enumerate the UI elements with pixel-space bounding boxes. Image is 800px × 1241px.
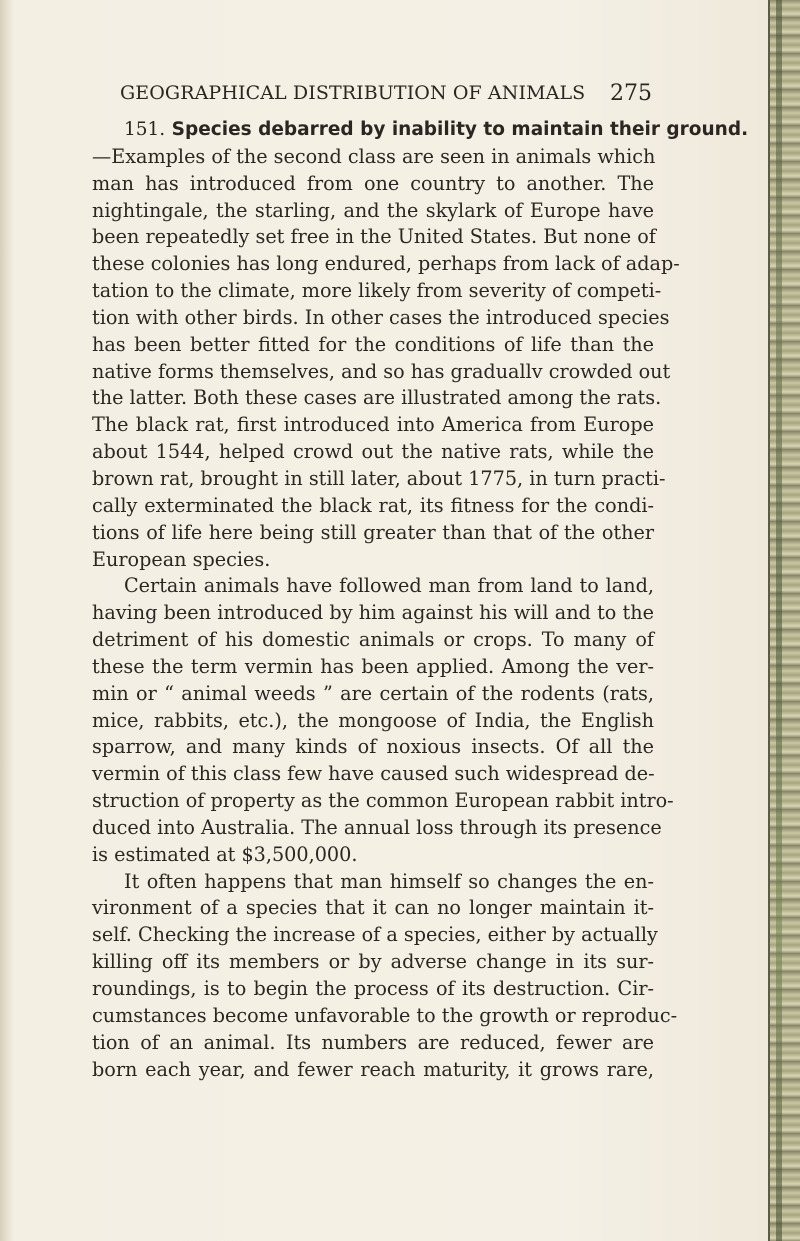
text-line: tions of life here being still greater than that of the other (92, 520, 654, 544)
text-line: the latter. Both these cases are illustrated among the rats. (92, 386, 662, 410)
page-left-shadow (0, 0, 14, 1241)
text-line: It often happens that man himself so changes the en- (124, 869, 654, 893)
text-line: The black rat, first introduced into America from Europe (92, 413, 654, 437)
text-line: Certain animals have followed man from land to land, (124, 574, 654, 598)
text-line: roundings, is to begin the process of its destruction. Cir- (92, 977, 654, 1000)
text-line: brown rat, brought in still later, about 1775, in turn practi- (92, 466, 666, 490)
text-line: killing off its members or by adverse change in its sur- (92, 950, 654, 974)
book-binding-edge (768, 0, 800, 1241)
text-line: has been better fitted for the conditions of life than the (92, 332, 654, 356)
text-line: tion of an animal. Its numbers are reduced, fewer are (92, 1030, 654, 1054)
text-line: detriment of his domestic animals or crops. To many of (92, 628, 654, 652)
text-line: nightingale, the starling, and the skylark of Europe have (92, 198, 654, 222)
text-line: is estimated at $3,500,000. (92, 842, 358, 866)
text-line: these colonies has long endured, perhaps from lack of adap- (92, 252, 680, 276)
text-line: been repeatedly set free in the United States. But none of (92, 225, 656, 249)
text-line: sparrow, and many kinds of noxious insects. Of all the (92, 735, 654, 759)
text-line: tion with other birds. In other cases the introduced species (92, 305, 670, 329)
section-number: 151. (124, 119, 166, 140)
text-line: mice, rabbits, etc.), the mongoose of India, the English (92, 708, 654, 732)
page-header (120, 82, 652, 114)
body-text (92, 117, 749, 1083)
section-title: Species debarred by inability to maintain their ground. (171, 119, 749, 140)
section-heading (92, 117, 749, 144)
text-line: having been introduced by him against his will and to the (92, 601, 654, 625)
text-line: struction of property as the common European rabbit intro- (92, 789, 674, 813)
page-number: 275 (610, 81, 652, 106)
text-line: man has introduced from one country to another. The (92, 171, 654, 195)
running-title: GEOGRAPHICAL DISTRIBUTION OF ANIMALS (120, 82, 586, 104)
text-line: —Examples of the second class are seen in animals which (92, 144, 656, 168)
text-line: duced into Australia. The annual loss through its presence (92, 815, 662, 839)
text-line: native forms themselves, and so has graduallv crowded out (92, 359, 671, 383)
text-line: born each year, and fewer reach maturity, it grows rare, (92, 1057, 654, 1081)
text-line: cally exterminated the black rat, its fitness for the condi- (92, 493, 654, 517)
text-line: cumstances become unfavorable to the growth or reproduc- (92, 1003, 678, 1027)
text-line: about 1544, helped crowd out the native rats, while the (92, 440, 654, 464)
text-line: tation to the climate, more likely from severity of competi- (92, 279, 662, 303)
text-line: vermin of this class few have caused such widespread de- (92, 762, 655, 786)
text-line: vironment of a species that it can no longer maintain it- (92, 896, 654, 920)
text-line: min or “ animal weeds ” are certain of the rodents (rats, (92, 681, 654, 705)
text-line: these the term vermin has been applied. Among the ver- (92, 654, 654, 678)
text-line: self. Checking the increase of a species, either by actually (92, 923, 658, 947)
text-line: European species. (92, 547, 271, 571)
